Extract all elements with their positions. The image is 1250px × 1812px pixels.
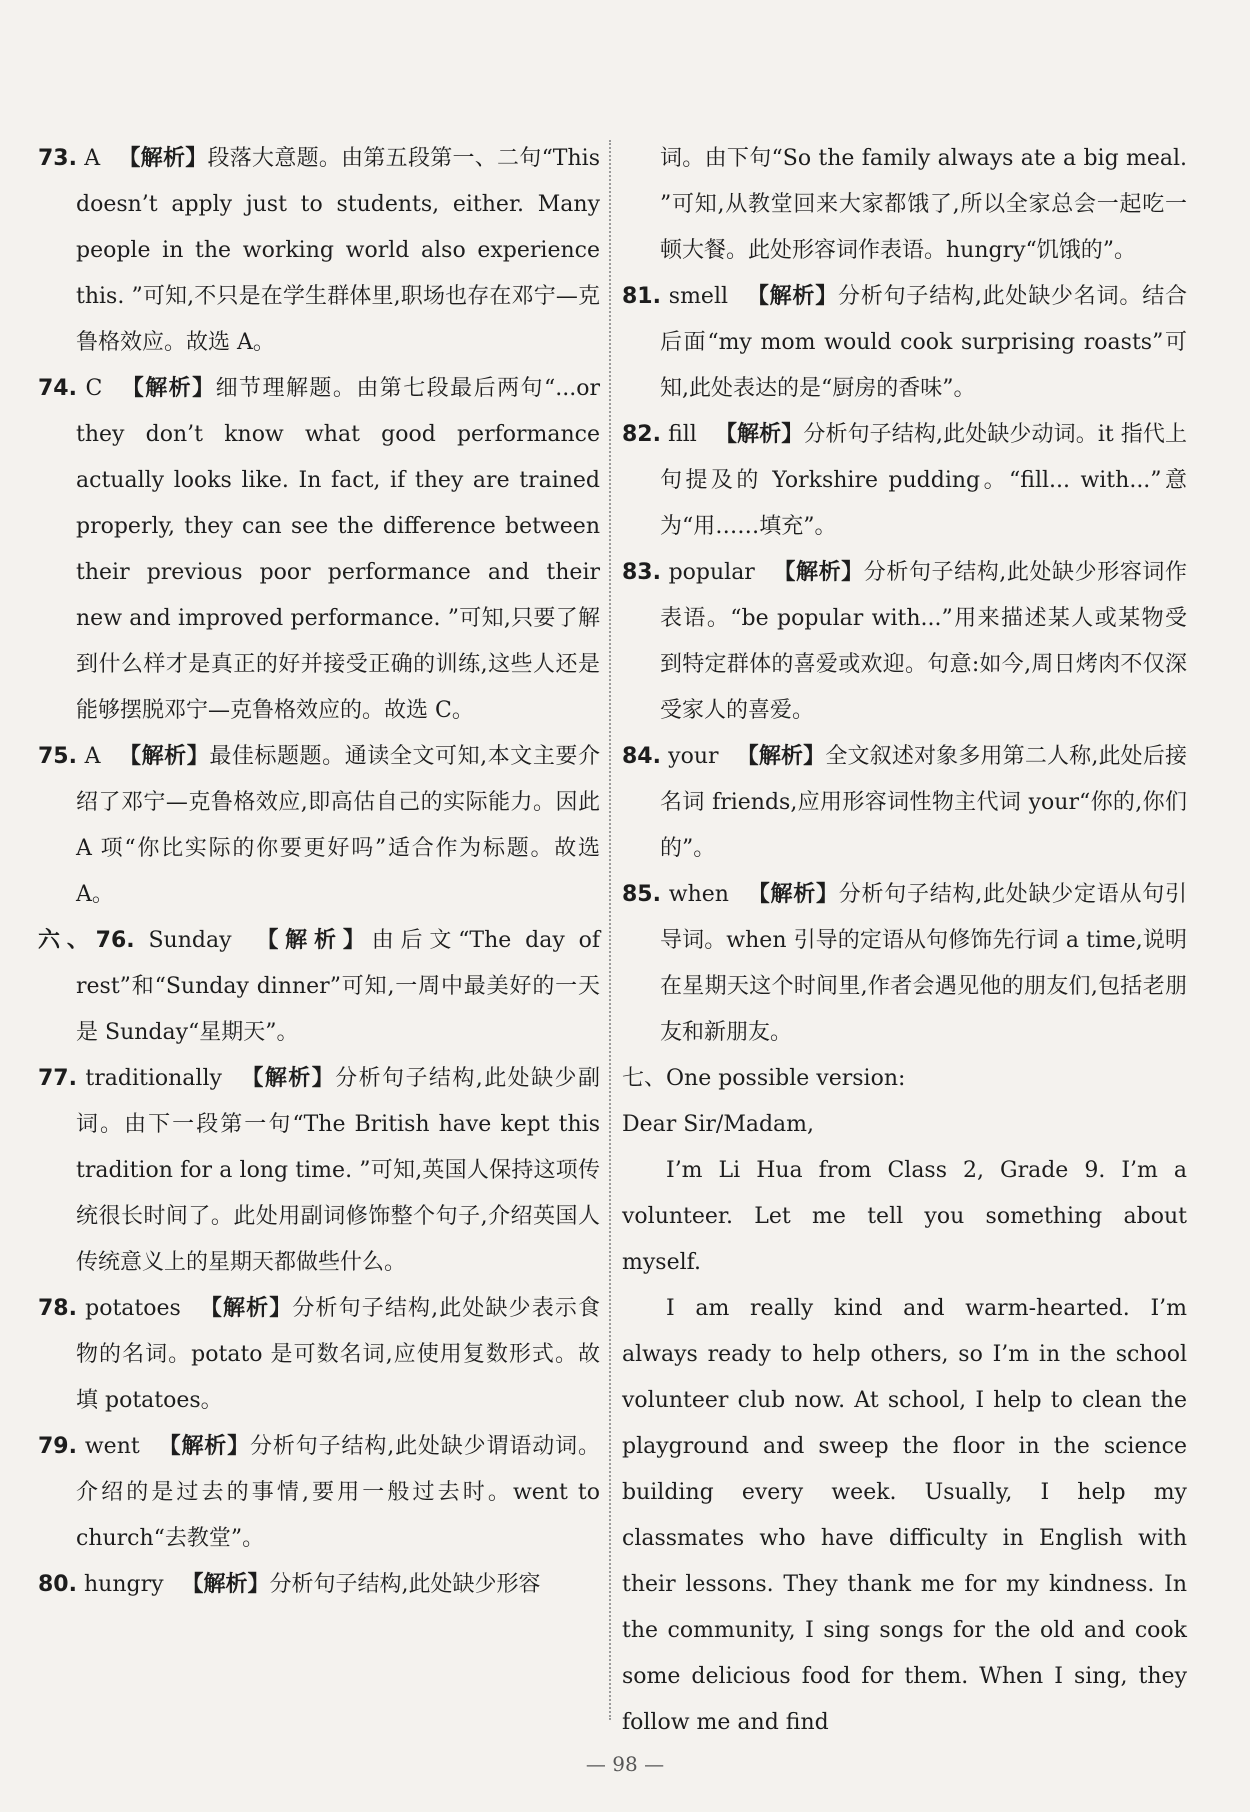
column-divider xyxy=(609,140,611,1720)
answer-item-83: 83. popular 【解析】分析句子结构,此处缺少形容词作表语。“be popular with...”用来描述某人或某物受到特定群体的喜爱或欢迎。句意:如今,周日烤肉不仅深受家人的喜爱。 xyxy=(622,560,1188,723)
letter-paragraph-1: I’m Li Hua from Class 2, Grade 9. I’m a volunteer. Let me tell you something about myself. xyxy=(622,1158,1187,1275)
answer-item-76: 六、76. Sunday 【解析】由后文“The day of rest”和“Sunday dinner”可知,一周中最美好的一天是 Sunday“星期天”。 xyxy=(38,928,600,1045)
letter-paragraph-2: I am really kind and warm-hearted. I’m always ready to help others, so I’m in the school volunteer club now. At school, I help to clean the playground and sweep the floor in the science building every week. Usually, I help my classmates who have difficulty in English with their lessons. They thank me for my kindness. In the community, I sing songs for the old and cook some delicious food for them. When I sing, they follow me and find xyxy=(622,1296,1187,1735)
answer-item-73: 73. A 【解析】段落大意题。由第五段第一、二句“This doesn’t apply just to students, either. Many people in the working world also experience this. ”可知,不只是在学生群体里,职场也存在邓宁—克鲁格效应。故选 A。 xyxy=(38,146,600,355)
answer-item-81: 81. smell 【解析】分析句子结构,此处缺少名词。结合后面“my mom would cook surprising roasts”可知,此处表达的是“厨房的香味”。 xyxy=(622,284,1187,401)
page-number: — 98 — xyxy=(585,1752,665,1776)
section-7-heading: 七、One possible version: xyxy=(622,1066,906,1091)
letter-salutation: Dear Sir/Madam, xyxy=(622,1112,815,1137)
right-column xyxy=(622,136,1187,1746)
answer-item-80-continuation: 词。由下句“So the family always ate a big meal. ”可知,从教堂回来大家都饿了,所以全家总会一起吃一顿大餐。此处形容词作表语。hungry“饥饿的”。 xyxy=(660,146,1187,263)
answer-item-80: 80. hungry 【解析】分析句子结构,此处缺少形容 xyxy=(38,1572,541,1597)
answer-item-77: 77. traditionally 【解析】分析句子结构,此处缺少副词。由下一段第一句“The British have kept this tradition for a long time. ”可知,英国人保持这项传统很长时间了。此处用副词修饰整个句子,介绍英国人传统意义上的星期天都做些什么。 xyxy=(38,1066,600,1275)
answer-item-75: 75. A 【解析】最佳标题题。通读全文可知,本文主要介绍了邓宁—克鲁格效应,即高估自己的实际能力。因此 A 项“你比实际的你要更好吗”适合作为标题。故选 A。 xyxy=(38,744,600,907)
answer-item-74: 74. C 【解析】细节理解题。由第七段最后两句“...or they don’t know what good performance actually looks like. In fact, if they are trained properly, they can see the difference between their previous poor performance and their new and improved performance. ”可知,只要了解到什么样才是真正的好并接受正确的训练,这些人还是能够摆脱邓宁—克鲁格效应的。故选 C。 xyxy=(38,376,600,723)
answer-item-85: 85. when 【解析】分析句子结构,此处缺少定语从句引导词。when 引导的定语从句修饰先行词 a time,说明在星期天这个时间里,作者会遇见他的朋友们,包括老朋友和新朋友。 xyxy=(622,882,1187,1045)
answer-item-84: 84. your 【解析】全文叙述对象多用第二人称,此处后接名词 friends,应用形容词性物主代词 your“你的,你们的”。 xyxy=(622,744,1187,861)
answer-item-79: 79. went 【解析】分析句子结构,此处缺少谓语动词。介绍的是过去的事情,要用一般过去时。went to church“去教堂”。 xyxy=(38,1434,600,1551)
answer-item-82: 82. fill 【解析】分析句子结构,此处缺少动词。it 指代上句提及的 Yorkshire pudding。“fill... with...”意为“用……填充”。 xyxy=(622,422,1187,539)
answer-item-78: 78. potatoes 【解析】分析句子结构,此处缺少表示食物的名词。potato 是可数名词,应使用复数形式。故填 potatoes。 xyxy=(38,1296,600,1413)
left-column xyxy=(38,136,600,1608)
